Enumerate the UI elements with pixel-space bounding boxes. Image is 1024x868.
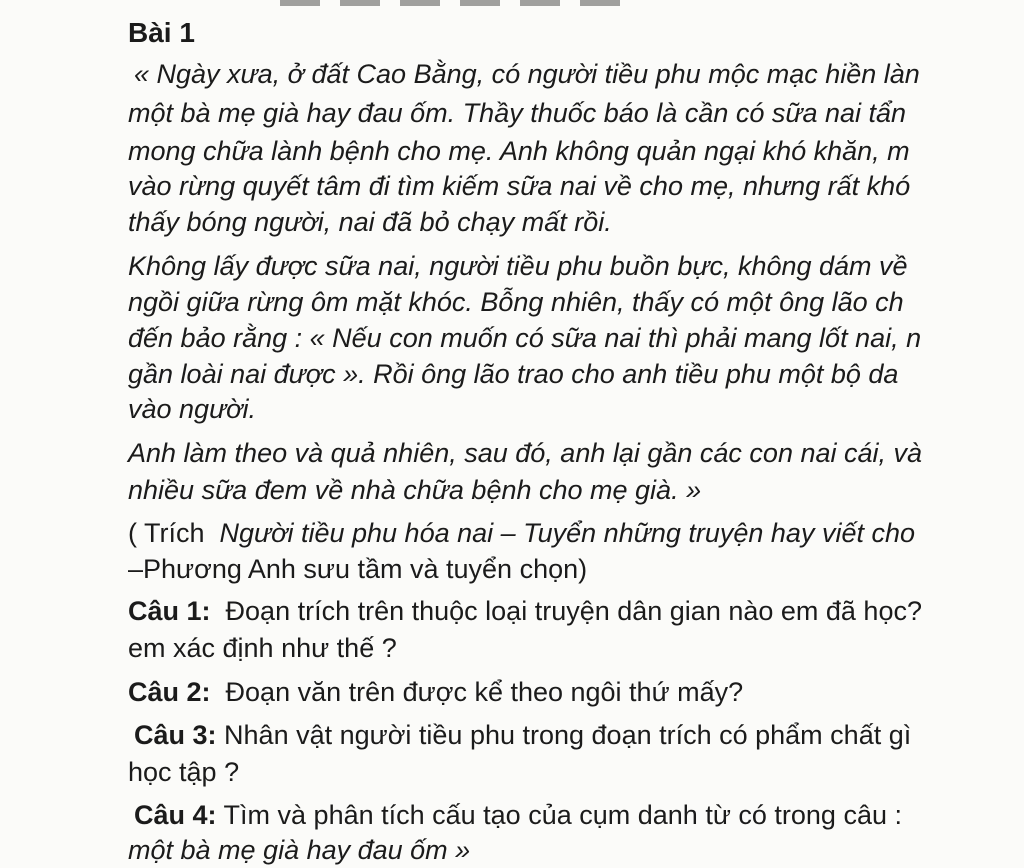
passage-line-7: ngồi giữa rừng ôm mặt khóc. Bỗng nhiên, thấy có một ông lão ch xyxy=(128,287,904,317)
question-4 xyxy=(134,798,902,832)
question-2-label: Câu 2: xyxy=(128,677,211,707)
passage-line-11: Anh làm theo và quả nhiên, sau đó, anh lại gần các con nai cái, và xyxy=(128,438,923,468)
question-1-text: Đoạn trích trên thuộc loại truyện dân gian nào em đã học? xyxy=(210,596,922,626)
passage-line-12: nhiều sữa đem về nhà chữa bệnh cho mẹ già. » xyxy=(128,475,702,505)
passage-line-3: mong chữa lành bệnh cho mẹ. Anh không quản ngại khó khăn, m xyxy=(128,136,910,166)
question-2 xyxy=(128,675,743,709)
question-1 xyxy=(128,594,922,628)
passage-line-6: Không lấy được sữa nai, người tiều phu buồn bực, không dám về xyxy=(128,251,908,281)
passage-line-10: vào người. xyxy=(128,394,256,424)
passage-line-8: đến bảo rằng : « Nếu con muốn có sữa nai thì phải mang lốt nai, n xyxy=(128,323,922,353)
scan-edge-fragment xyxy=(280,0,620,6)
question-4-quoted-phrase: một bà mẹ già hay đau ốm » xyxy=(128,835,471,865)
question-3-continuation: học tập ? xyxy=(128,757,240,787)
passage-line-2: một bà mẹ già hay đau ốm. Thầy thuốc báo là cần có sữa nai tẩn xyxy=(128,98,907,128)
question-3 xyxy=(134,718,911,752)
question-3-text: Nhân vật người tiều phu trong đoạn trích có phẩm chất gì xyxy=(216,720,912,750)
question-1-label: Câu 1: xyxy=(128,596,211,626)
passage-line-9: gần loài nai được ». Rồi ông lão trao cho anh tiều phu một bộ da xyxy=(128,359,899,389)
exercise-title: Bài 1 xyxy=(128,17,195,48)
question-4-text: Tìm và phân tích cấu tạo của cụm danh từ có trong câu : xyxy=(216,800,902,830)
source-citation-line-1 xyxy=(128,516,915,550)
question-2-text: Đoạn văn trên được kể theo ngôi thứ mấy? xyxy=(210,677,744,707)
source-title: Người tiều phu hóa nai – Tuyển những truyện hay viết cho xyxy=(219,518,915,548)
source-citation-line-2: –Phương Anh sưu tầm và tuyển chọn) xyxy=(128,554,588,584)
passage-line-4: vào rừng quyết tâm đi tìm kiếm sữa nai về cho mẹ, nhưng rất khó xyxy=(128,171,911,201)
question-1-continuation: em xác định như thế ? xyxy=(128,633,397,663)
question-4-label: Câu 4: xyxy=(134,800,217,830)
passage-line-5: thấy bóng người, nai đã bỏ chạy mất rồi. xyxy=(128,207,612,237)
passage-line-1: « Ngày xưa, ở đất Cao Bằng, có người tiều phu mộc mạc hiền làn xyxy=(134,59,920,89)
source-prefix: ( Trích xyxy=(128,518,220,548)
question-3-label: Câu 3: xyxy=(134,720,217,750)
